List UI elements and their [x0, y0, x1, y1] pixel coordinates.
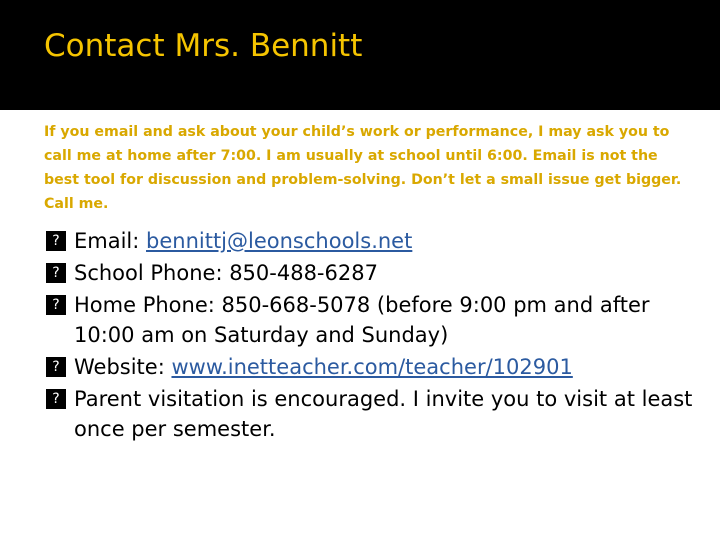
title-bar: [0, 0, 720, 110]
list-item-email: [44, 226, 704, 256]
missing-glyph-bullet-icon: ?: [46, 231, 66, 251]
list-item-visitation: [44, 384, 704, 444]
school-phone-text: School Phone: 850-488-6287: [74, 261, 378, 285]
page-title: Contact Mrs. Bennitt: [44, 28, 363, 64]
home-phone-text: Home Phone: 850-668-5078 (before 9:00 pm and after 10:00 am on Saturday and Sunday): [74, 293, 650, 347]
missing-glyph-bullet-icon: ?: [46, 389, 66, 409]
contact-list: [44, 226, 704, 446]
website-label: Website:: [74, 355, 172, 379]
missing-glyph-bullet-icon: ?: [46, 357, 66, 377]
list-item-school-phone: [44, 258, 704, 288]
missing-glyph-bullet-icon: ?: [46, 263, 66, 283]
list-item-home-phone: [44, 290, 704, 350]
visitation-text: Parent visitation is encouraged. I invite you to visit at least once per semester.: [74, 387, 693, 441]
intro-paragraph: If you email and ask about your child’s work or performance, I may ask you to call me at home after 7:00. I am usually at school until 6:00. Email is not the best tool for discussion and problem-solving. Don’t let a small issue get bigger. Call me.: [44, 124, 682, 212]
list-item-website: [44, 352, 704, 382]
email-label: Email:: [74, 229, 147, 253]
website-link[interactable]: www.inetteacher.com/teacher/102901: [171, 355, 573, 379]
missing-glyph-bullet-icon: ?: [46, 295, 66, 315]
email-link[interactable]: bennittj@leonschools.net: [146, 229, 413, 253]
